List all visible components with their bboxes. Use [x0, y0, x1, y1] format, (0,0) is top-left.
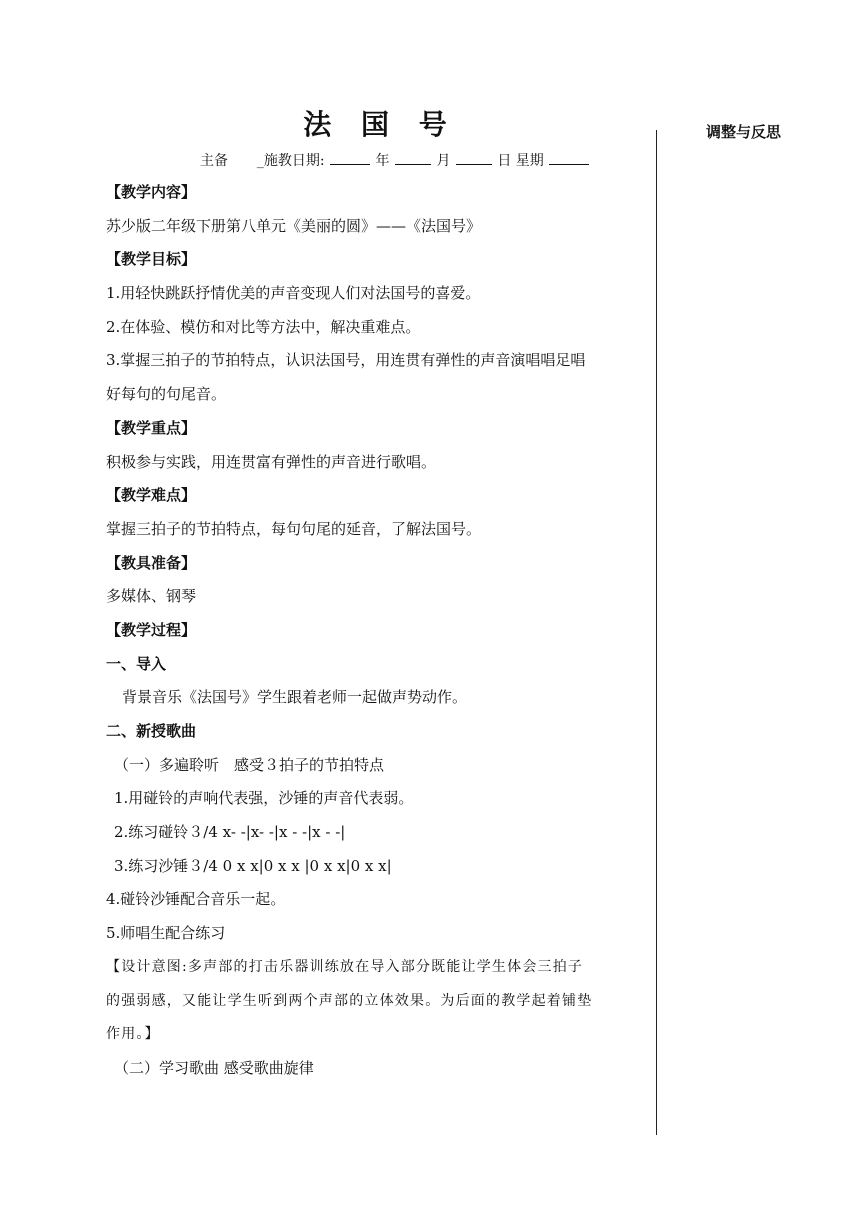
- step-4: 4.碰铃沙锤配合音乐一起。: [106, 890, 286, 909]
- step-2: 2.练习碰铃３/4 x- -|x- -|x - -|x - -|: [114, 823, 346, 842]
- year-blank: [330, 150, 370, 165]
- section-2-heading: 二、新授歌曲: [106, 722, 197, 740]
- meta-line: [200, 150, 590, 171]
- section-1-text: 背景音乐《法国号》学生跟着老师一起做声势动作。: [122, 688, 468, 707]
- tools-heading: 【教具准备】: [106, 553, 197, 572]
- teaching-content-heading: 【教学内容】: [106, 183, 197, 201]
- objective-3-line1: 3.掌握三拍子的节拍特点，认识法国号，用连贯有弹性的声音演唱唱足唱: [106, 351, 586, 370]
- objective-2: 2.在体验、模仿和对比等方法中，解决重难点。: [106, 317, 421, 336]
- sub-section-1-heading: （一）多遍聆听 感受３拍子的节拍特点: [114, 755, 385, 774]
- objectives-heading: 【教学目标】: [106, 250, 197, 269]
- teaching-content-text: 苏少版二年级下册第八单元《美丽的圆》——《法国号》: [106, 216, 482, 235]
- date-label: _施教日期:: [256, 153, 325, 169]
- design-intent-line2: 的强弱感，又能让学生听到两个声部的立体效果。为后面的教学起着铺垫: [106, 992, 593, 1009]
- process-heading: 【教学过程】: [106, 620, 197, 639]
- difficulty-text: 掌握三拍子的节拍特点，每句句尾的延音，了解法国号。: [106, 519, 482, 538]
- reflection-column-title: 调整与反思: [706, 123, 782, 141]
- step-3: 3.练习沙锤３/4 0 x x|0 x x |0 x x|0 x x|: [114, 856, 392, 875]
- weekday-blank: [549, 150, 589, 165]
- design-intent-line1: 【设计意图:多声部的打击乐器训练放在导入部分既能让学生体会三拍子: [106, 958, 584, 975]
- day-blank: [456, 150, 492, 165]
- step-5: 5.师唱生配合练习: [106, 924, 226, 943]
- lesson-content: [106, 176, 658, 1086]
- step-1: 1.用碰铃的声响代表强，沙锤的声音代表弱。: [114, 789, 414, 808]
- year-label: 年: [375, 153, 390, 169]
- difficulty-heading: 【教学难点】: [106, 486, 197, 505]
- month-blank: [395, 150, 431, 165]
- section-1-heading: 一、导入: [106, 654, 167, 673]
- key-point-heading: 【教学重点】: [106, 418, 197, 437]
- key-point-text: 积极参与实践，用连贯富有弹性的声音进行歌唱。: [106, 452, 437, 471]
- page-title: 法 国 号: [303, 108, 457, 141]
- tools-text: 多媒体、钢琴: [106, 587, 197, 606]
- prepare-label: 主备: [200, 153, 228, 169]
- day-label: 日 星期: [497, 153, 544, 169]
- month-label: 月: [436, 153, 451, 169]
- objective-3-line2: 好每句的句尾音。: [106, 385, 227, 404]
- objective-1: 1.用轻快跳跃抒情优美的声音变现人们对法国号的喜爱。: [106, 284, 481, 303]
- design-intent-line3: 作用。】: [106, 1026, 160, 1043]
- sub-section-2-heading: （二）学习歌曲 感受歌曲旋律: [114, 1058, 314, 1077]
